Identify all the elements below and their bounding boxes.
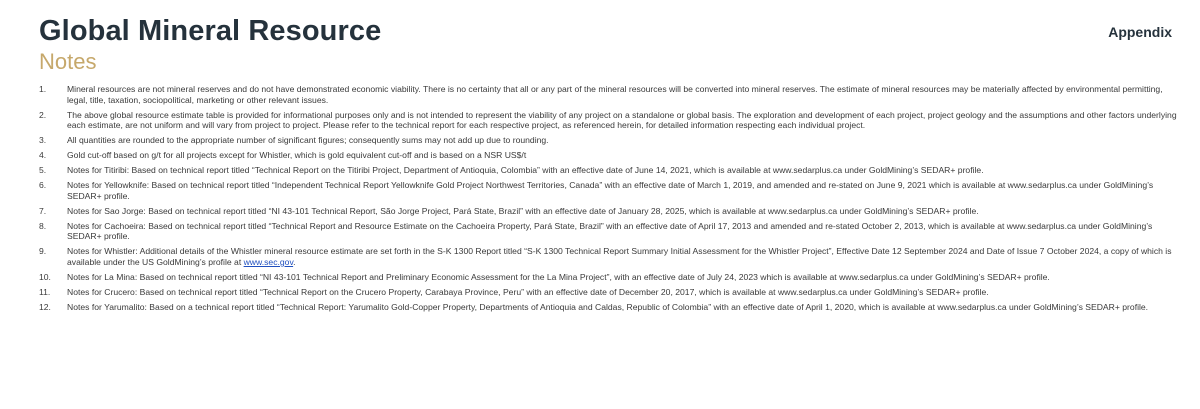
page-title: Global Mineral Resource (39, 15, 382, 47)
note-text: All quantities are rounded to the appropriate number of significant figures; consequently sums may not add up due to rounding. (67, 135, 549, 146)
note-item-2 (39, 110, 1179, 131)
note-text: Notes for Crucero: Based on technical report titled “Technical Report on the Crucero Property, Carabaya Province, Peru” with an effective date of December 20, 2017, which is available at www.sedarplus.ca under GoldMining’s SEDAR+ profile. (67, 286, 989, 297)
note-text: Mineral resources are not mineral reserves and do not have demonstrated economic viability. There is no certainty that all or any part of the mineral resources will be converted into mineral reserves. The estimate of mineral resources may be materially affected by environmental permitting, legal, title, taxation, sociopolitical, marketing or other relevant issues. (67, 84, 1163, 105)
note-item-9 (39, 246, 1179, 267)
note-text: Notes for Sao Jorge: Based on technical report titled “NI 43-101 Technical Report, São Jorge Project, Pará State, Brazil” with an effective date of January 28, 2025, which is available at www.sedarplus.ca under GoldMining’s SEDAR+ profile. (67, 205, 979, 216)
note-number: 12. (39, 301, 51, 312)
note-text: The above global resource estimate table is provided for informational purposes only and is not intended to represent the viability of any project on a standalone or global basis. The exploration and development of each project, project geology and the assumptions and other factors underlying each estimate, are not uniform and will vary from project to project. Please refer to the technical report for each respective project, as referenced herein, for detailed information respecting each individual project. (67, 109, 1177, 131)
page-header (39, 13, 381, 75)
note-item-1 (39, 84, 1179, 105)
note-text: Notes for Yarumalito: Based on a technical report titled “Technical Report: Yarumalito Gold-Copper Property, Departments of Antioquia and Caldas, Republic of Colombia” with an effective date of April 1, 2020, which is available at www.sedarplus.ca under GoldMining’s SEDAR+ profile. (67, 301, 1149, 312)
note-item-7 (39, 206, 1179, 217)
note-item-4 (39, 150, 1179, 161)
note-text-after: . (293, 256, 296, 267)
note-number: 6. (39, 180, 47, 191)
note-number: 2. (39, 109, 47, 120)
note-item-3 (39, 135, 1179, 146)
note-text: Notes for Titiribi: Based on technical report titled “Technical Report on the Titiribi Project, Department of Antioquia, Colombia” with an effective date of June 14, 2021, which is available at www.sedarplus.ca under GoldMining’s SEDAR+ profile. (67, 165, 984, 176)
note-item-6 (39, 180, 1179, 201)
note-number: 4. (39, 150, 47, 161)
note-text: Notes for Cachoeira: Based on technical report titled “Technical Report and Resource Estimate on the Cachoeira Property, Pará State, Brazil” with an effective date of April 17, 2013 and amended and re-stated October 2, 2013, which is available at www.sedarplus.ca under GoldMining’s SEDAR+ profile. (67, 220, 1153, 242)
note-text: Notes for La Mina: Based on technical report titled “NI 43-101 Technical Report and Preliminary Economic Assessment for the La Mina Project”, with an effective date of July 24, 2023 which is available at www.sedarplus.ca under GoldMining’s SEDAR+ profile. (67, 271, 1050, 282)
page-subtitle: Notes (39, 49, 97, 74)
note-item-12 (39, 302, 1179, 313)
note-number: 11. (39, 286, 51, 297)
note-text: Gold cut-off based on g/t for all projects except for Whistler, which is gold equivalent cut-off and is based on a NSR US$/t (67, 150, 527, 161)
note-text: Notes for Yellowknife: Based on technical report titled “Independent Technical Report Yellowknife Gold Project Northwest Territories, Canada” with an effective date of March 1, 2019, and amended and re-stated on June 9, 2021 which is available at www.sedarplus.ca under GoldMining’s SEDAR+ profile. (67, 180, 1154, 201)
section-label: Appendix (1108, 24, 1172, 40)
note-number: 5. (39, 165, 47, 176)
note-number: 10. (39, 271, 51, 282)
note-number: 1. (39, 84, 47, 94)
note-number: 8. (39, 220, 47, 231)
note-item-5 (39, 165, 1179, 176)
notes-list (39, 84, 1179, 317)
note-item-11 (39, 287, 1179, 298)
sec-gov-link[interactable]: www.sec.gov (243, 256, 294, 267)
note-text: Notes for Whistler: Additional details of the Whistler mineral resource estimate are set forth in the S-K 1300 Report titled “S-K 1300 Technical Report Summary Initial Assessment for the Whistler Project”, Effective Date 12 September 2024 and Date of Issue 7 October 2024, a copy of which is available under the US GoldMining’s profile at (67, 246, 1172, 267)
note-number: 9. (39, 246, 47, 257)
note-number: 7. (39, 205, 47, 216)
note-text-container (67, 246, 1179, 267)
note-number: 3. (39, 135, 47, 146)
note-item-8 (39, 221, 1179, 242)
note-item-10 (39, 272, 1179, 283)
